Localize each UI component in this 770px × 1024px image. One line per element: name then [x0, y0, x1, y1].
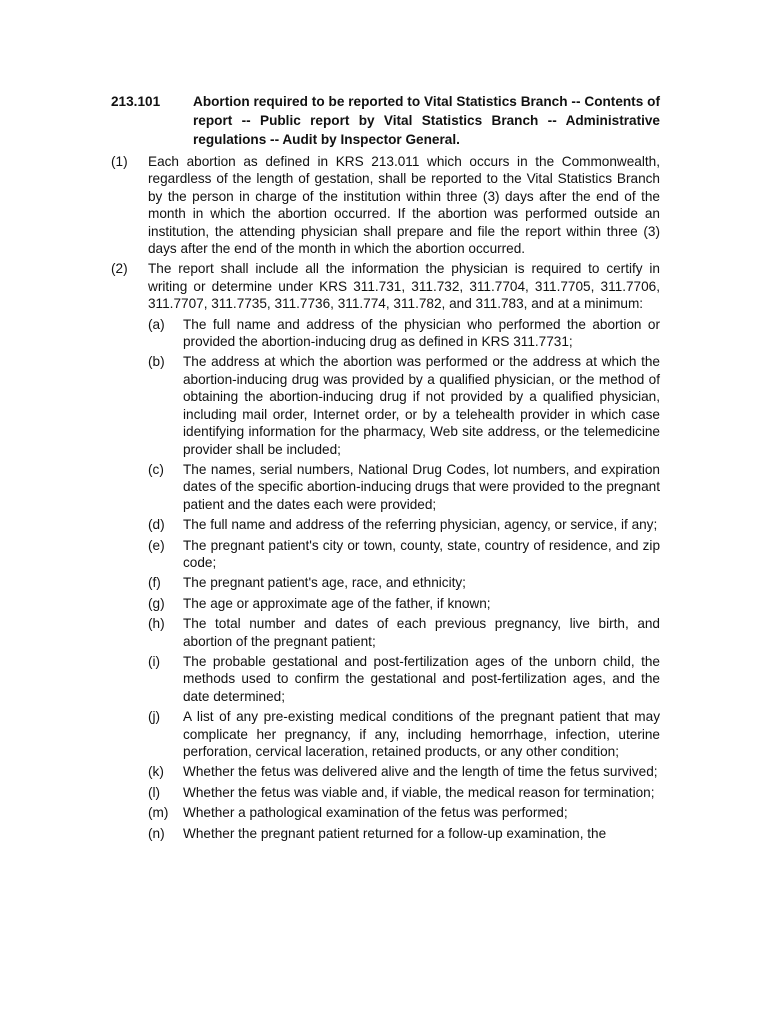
section-label: (2) — [111, 261, 128, 277]
subsection-text: The probable gestational and post-fertilization ages of the unborn child, the methods used to confirm the gestational and post-fertilization ages, and the date determined; — [183, 653, 660, 704]
subsection-label: (h) — [148, 616, 165, 632]
subsection-j — [148, 708, 660, 760]
section-2 — [111, 260, 660, 312]
subsection-i — [148, 653, 660, 705]
subsection-text: The full name and address of the referring physician, agency, or service, if any; — [183, 517, 658, 533]
subsection-label: (l) — [148, 784, 161, 800]
subsection-label: (k) — [148, 764, 164, 780]
subsection-l — [148, 784, 660, 801]
subsection-e — [148, 537, 660, 572]
subsection-c — [148, 461, 660, 513]
subsection-label: (g) — [148, 595, 165, 611]
section-label: (1) — [111, 154, 128, 169]
subsection-text: A list of any pre-existing medical conditions of the pregnant patient that may complicate her pregnancy, if any, including hemorrhage, infection, uterine perforation, cervical laceration, retained products, or any other condition; — [183, 709, 660, 759]
subsection-text: The total number and dates of each previous pregnancy, live birth, and abortion of the pregnant patient; — [183, 616, 660, 649]
subsection-text: The full name and address of the physician who performed the abortion or provided the abortion-inducing drug as defined in KRS 311.7731; — [183, 316, 660, 350]
subsection-label: (n) — [148, 825, 165, 841]
subsection-label: (j) — [148, 709, 161, 725]
subsection-label: (c) — [148, 461, 164, 477]
subsection-text: The names, serial numbers, National Drug Codes, lot numbers, and expiration dates of the specific abortion-inducing drugs that were provided to the pregnant patient and the dates each were provided; — [183, 461, 660, 512]
statute-number: 213.101 — [111, 94, 161, 109]
subsection-text: Whether a pathological examination of the fetus was performed; — [183, 805, 568, 821]
subsection-text: The pregnant patient's age, race, and ethnicity; — [183, 575, 466, 591]
subsection-text: The address at which the abortion was performed or the address at which the abortion-inducing drug was provided by a qualified physician, or the method of obtaining the abortion-inducing drug if not provided by a qualified physician, including mail order, Internet order, or by a telehealth provider in which case identifying information for the pharmacy, Web site address, or the telemedicine provider shall be included; — [183, 354, 660, 457]
subsection-label: (d) — [148, 517, 165, 533]
statute-title: Abortion required to be reported to Vital Statistics Branch -- Contents of report -- Public report by Vital Statistics Branch -- Administrative regulations -- Audit by Inspector General. — [193, 94, 660, 147]
subsection-label: (a) — [148, 316, 165, 332]
subsection-text: Whether the fetus was viable and, if viable, the medical reason for termination; — [183, 784, 655, 800]
subsection-h — [148, 615, 660, 650]
subsection-g — [148, 595, 660, 612]
statute-heading — [111, 92, 660, 149]
section-text: Each abortion as defined in KRS 213.011 which occurs in the Commonwealth, regardless of the length of gestation, shall be reported to the Vital Statistics Branch by the person in charge of the institution within three (3) days after the end of the month in which the abortion occurred. If the abortion was performed outside an institution, the attending physician shall prepare and file the report within three (3) days after the end of the month in which the abortion occurred. — [148, 154, 660, 257]
subsection-label: (e) — [148, 537, 165, 553]
subsection-k — [148, 763, 660, 780]
subsection-label: (f) — [148, 575, 161, 591]
subsection-text: Whether the fetus was delivered alive and the length of time the fetus survived; — [183, 764, 658, 780]
subsection-label: (m) — [148, 805, 169, 821]
subsection-text: The pregnant patient's city or town, county, state, country of residence, and zip code; — [183, 537, 660, 570]
subsection-a — [148, 316, 660, 351]
subsection-d — [148, 516, 660, 533]
subsection-b — [148, 353, 660, 457]
subsection-m — [148, 804, 660, 821]
subsection-f — [148, 574, 660, 591]
subsection-label: (i) — [148, 653, 161, 669]
subsection-text: Whether the pregnant patient returned for a follow-up examination, the — [183, 825, 607, 841]
subsection-n — [148, 825, 660, 842]
section-text: The report shall include all the information the physician is required to certify in writing or determine under KRS 311.731, 311.732, 311.7704, 311.7705, 311.7706, 311.7707, 311.7735, 311.7736, 311.774, 311.782, and 311.783, and at a minimum: — [148, 261, 660, 312]
subsection-text: The age or approximate age of the father, if known; — [183, 595, 491, 611]
section-1 — [111, 153, 660, 257]
subsection-label: (b) — [148, 354, 165, 370]
